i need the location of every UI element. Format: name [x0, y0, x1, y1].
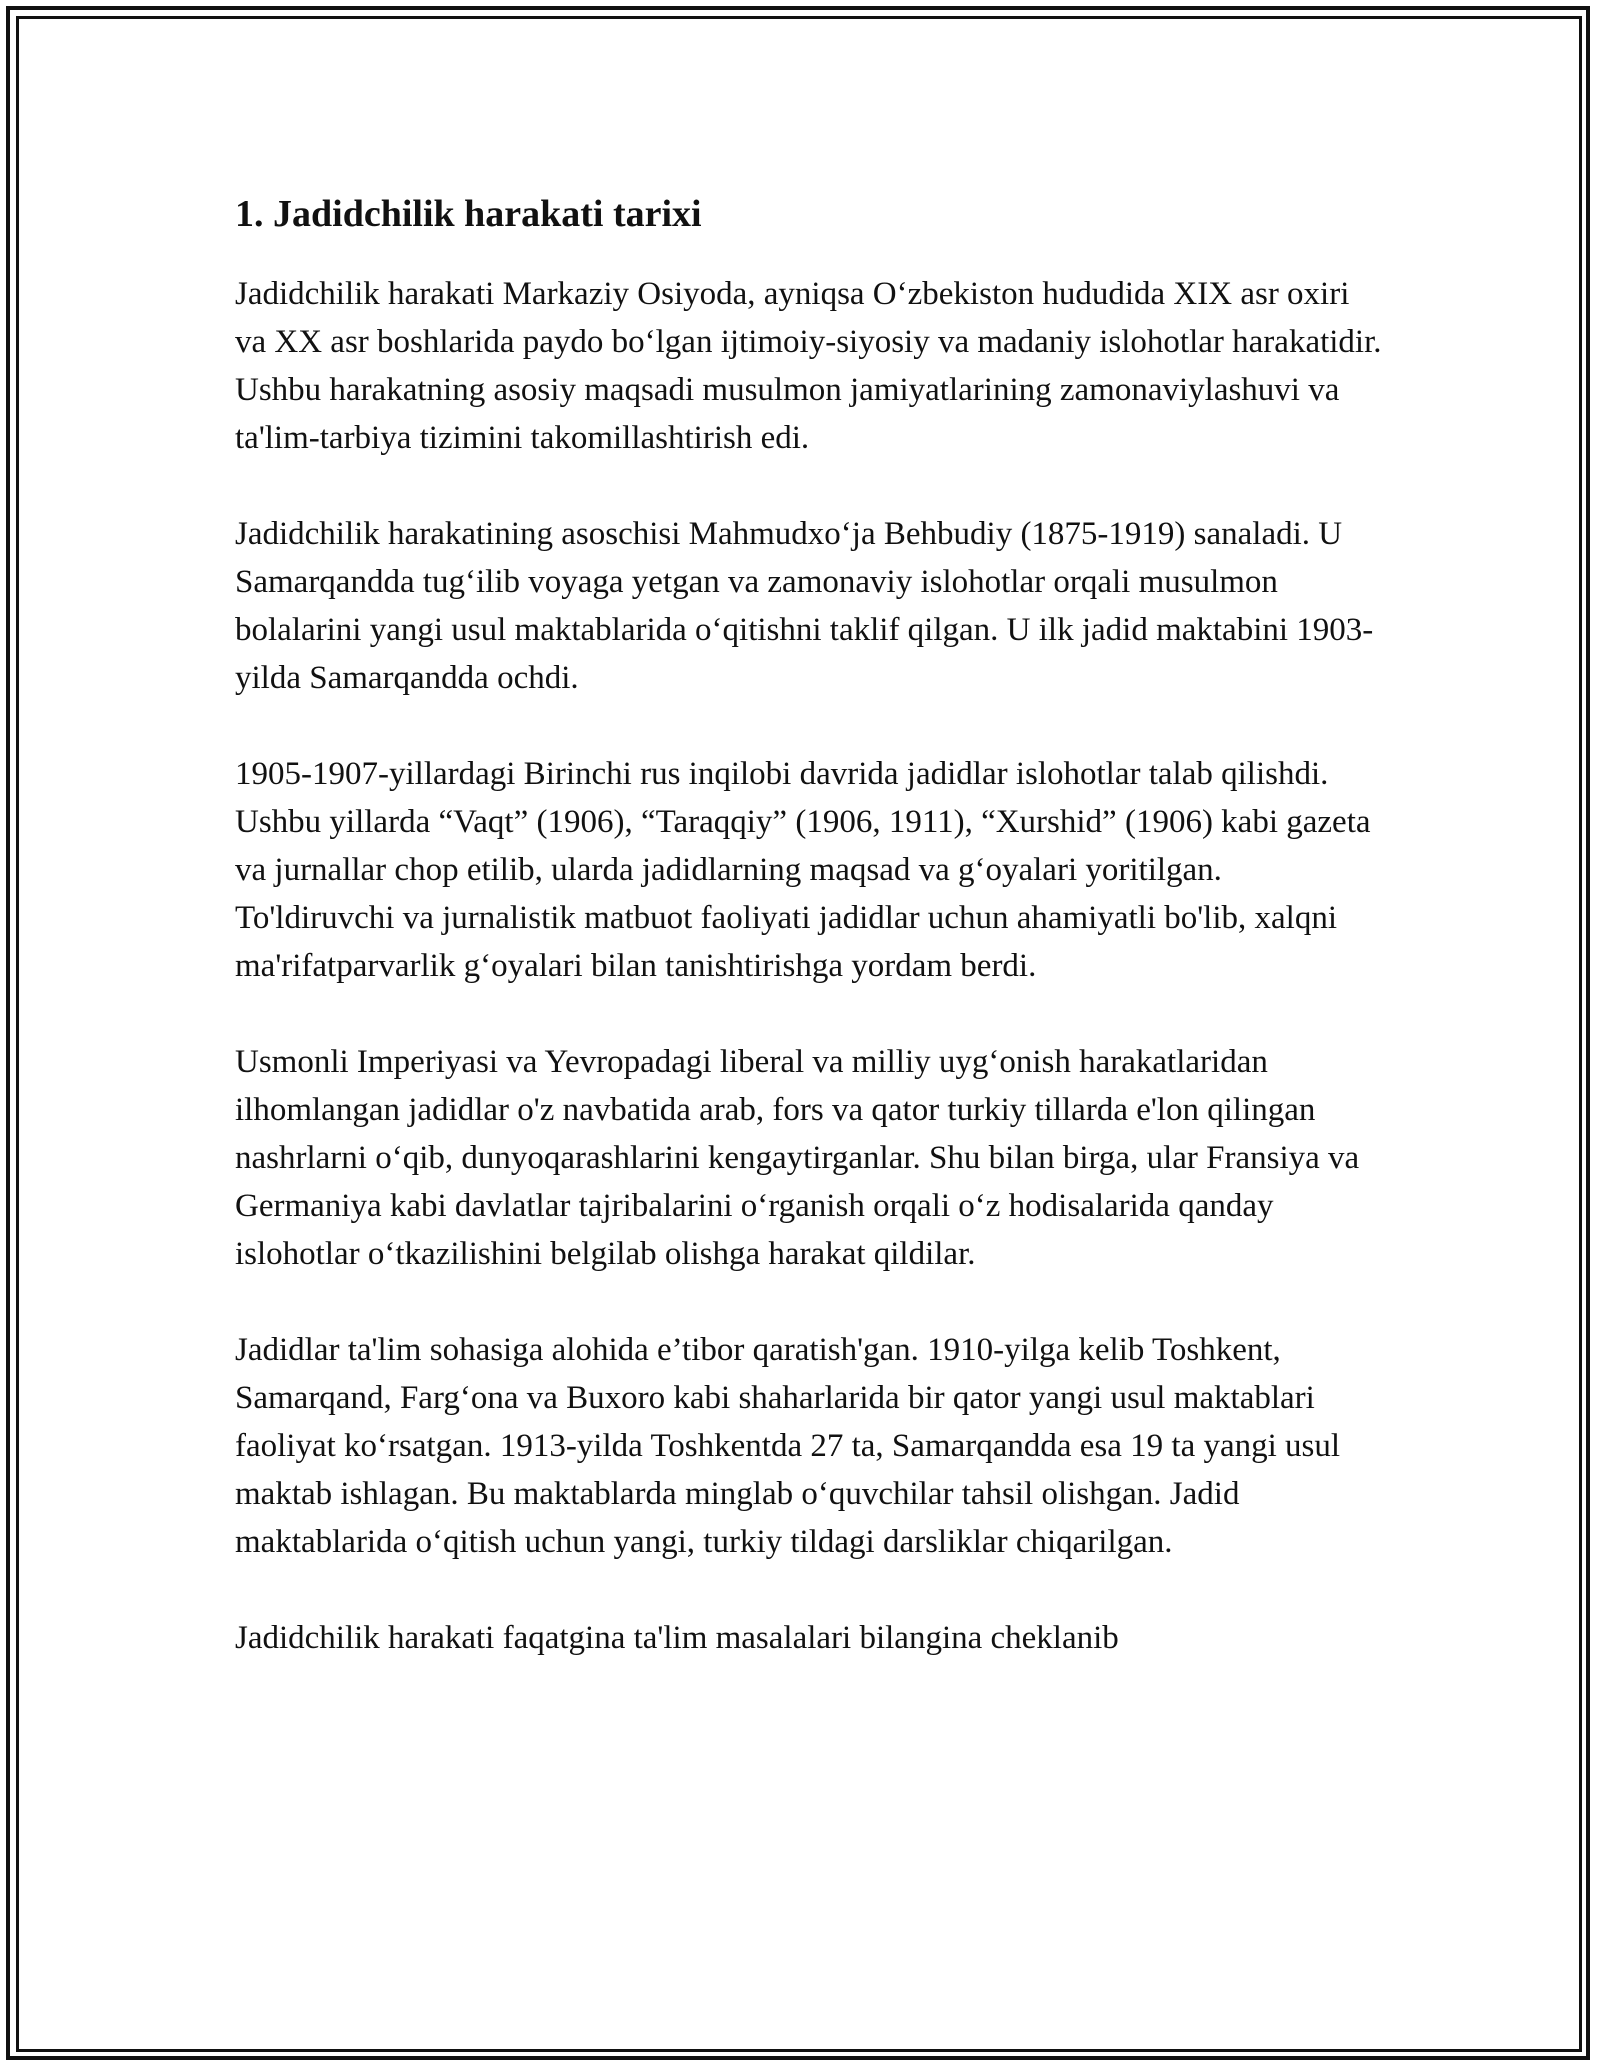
paragraph-4: Usmonli Imperiyasi va Yevropadagi liberal va milliy uyg‘onish harakatlaridan ilhomlangan jadidlar o'z navbatida arab, fors va qator turkiy tillarda e'lon qilingan nashrlarni o‘qib, dunyoqarashlarini kengaytirganlar. Shu bilan birga, ular Fransiya va Germaniya kabi davlatlar tajribalarini o‘rganish orqali o‘z hodisalarida qanday islohotlar o‘tkazilishini belgilab olishga harakat qildilar. — [235, 1044, 1360, 1272]
document-body — [235, 186, 1385, 1710]
paragraph-2: Jadidchilik harakatining asoschisi Mahmudxo‘ja Behbudiy (1875-1919) sanaladi. U Samarqandda tug‘ilib voyaga yetgan va zamonaviy islohotlar orqali musulmon bolalarini yangi usul maktablarida o‘qitishni taklif qilgan. U ilk jadid maktabini 1903-yilda Samarqandda ochdi. — [235, 516, 1374, 696]
paragraph-1: Jadidchilik harakati Markaziy Osiyoda, ayniqsa O‘zbekiston hududida XIX asr oxiri va XX asr boshlarida paydo bo‘lgan ijtimoiy-siyosiy va madaniy islohotlar harakatidir. Ushbu harakatning asosiy maqsadi musulmon jamiyatlarining zamonaviylashuvi va ta'lim-tarbiya tizimini takomillashtirish edi. — [235, 276, 1382, 456]
paragraph-6: Jadidchilik harakati faqatgina ta'lim masalalari bilangina cheklanib — [235, 1620, 1119, 1656]
section-heading: 1. Jadidchilik harakati tarixi — [235, 193, 702, 235]
paragraph-5: Jadidlar ta'lim sohasiga alohida e’tibor qaratish'gan. 1910-yilga kelib Toshkent, Samarqand, Farg‘ona va Buxoro kabi shaharlarida bir qator yangi usul maktablari faoliyat ko‘rsatgan. 1913-yilda Toshkentda 27 ta, Samarqandda esa 19 ta yangi usul maktab ishlagan. Bu maktablarda minglab o‘quvchilar tahsil olishgan. Jadid maktablarida o‘qitish uchun yangi, turkiy tildagi darsliklar chiqarilgan. — [235, 1332, 1341, 1560]
paragraph-3: 1905-1907-yillardagi Birinchi rus inqilobi davrida jadidlar islohotlar talab qilishdi. Ushbu yillarda “Vaqt” (1906), “Taraqqiy” (1906, 1911), “Xurshid” (1906) kabi gazeta va jurnallar chop etilib, ularda jadidlarning maqsad va g‘oyalari yoritilgan. To'ldiruvchi va jurnalistik matbuot faoliyati jadidlar uchun ahamiyatli bo'lib, xalqni ma'rifatparvarlik g‘oyalari bilan tanishtirishga yordam berdi. — [235, 756, 1371, 984]
